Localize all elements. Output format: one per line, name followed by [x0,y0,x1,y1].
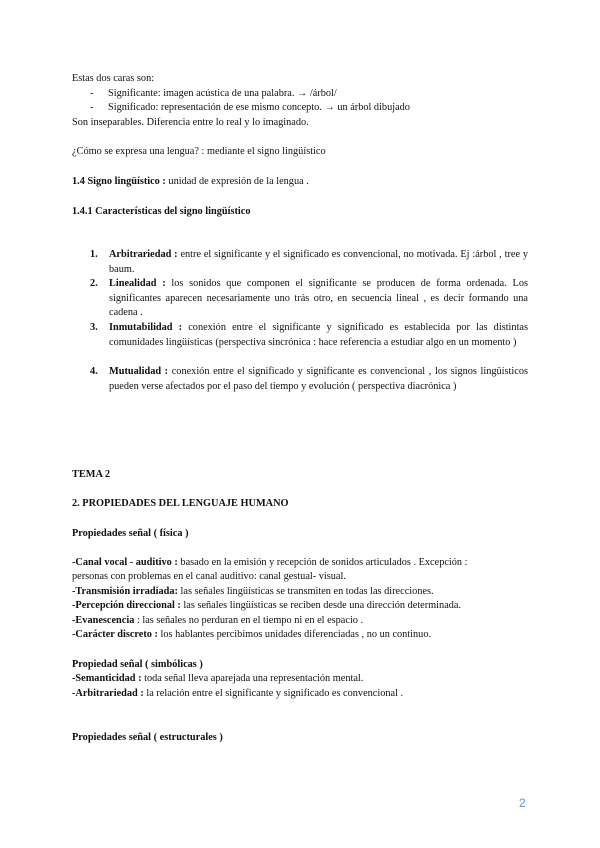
inseparables-text: Son inseparables. Diferencia entre lo real y lo imaginado. [72,117,309,128]
semanticidad-item [72,672,363,687]
property-text: : las señales no perduran en el tiempo ni en el espacio . [134,615,364,626]
property-text: basado en la emisión y recepción de sonidos articulados . Excepción : [177,557,468,568]
bullet-significado: Significado: representación de ese mismo concepto. → un árbol dibujado [108,102,410,113]
property-term: -Semanticidad : [72,673,142,684]
evanescencia-item [72,614,363,629]
property-term: -Canal vocal - auditivo : [72,557,178,568]
list-term: Mutualidad : [109,366,169,377]
list-item [90,321,528,350]
property-text: la relación entre el significante y significado es convencional . [143,688,404,699]
estructurales-heading: Propiedades señal ( estructurales ) [72,732,223,743]
question-text: ¿Cómo se expresa una lengua? : mediante el signo lingüístico [72,146,326,157]
transmision-item [72,585,434,600]
caracteristicas-heading: 1.4.1 Características del signo lingüístico [72,206,251,217]
list-item [90,248,528,277]
arbitrariedad-item [72,687,403,702]
property-text: las señales lingüísticas se reciben desde una dirección determinada. [180,600,462,611]
property-term: -Carácter discreto : [72,629,158,640]
simbolicas-heading: Propiedad señal ( simbólicas ) [72,659,203,670]
list-text: entre el significante y el significado es convencional, no motivada. Ej :árbol , tree y baum. [109,249,528,275]
list-text: conexión entre el significante y significado es establecida por las distintas comunidades lingüísticas (perspectiva sincrónica : hace referencia a estudiar algo en un momento ) [109,322,529,348]
property-term: -Transmisión irradiada: [72,586,178,597]
property-text: las señales lingüísticas se transmiten en todas las direcciones. [177,586,434,597]
bullet-significante: Significante: imagen acústica de una palabra. → /árbol/ [108,88,337,99]
list-number: 2. [90,278,98,289]
list-number: 3. [90,322,98,333]
page-number: 2 [519,796,526,810]
bullet-dash: - [90,102,94,113]
list-term: Inmutabilidad : [109,322,183,333]
caracter-discreto-item [72,628,431,643]
list-term: Arbitrariedad : [109,249,178,260]
canal-vocal-item [72,556,468,571]
list-number: 1. [90,249,98,260]
property-text: los hablantes percibimos unidades diferenciadas , no un continuo. [157,629,432,640]
list-number: 4. [90,366,98,377]
fisica-heading: Propiedades señal ( física ) [72,528,189,539]
list-term: Linealidad : [109,278,166,289]
bullet-dash: - [90,88,94,99]
list-item [90,277,528,321]
list-item [90,365,528,394]
signo-def: unidad de expresión de la lengua . [165,176,309,187]
property-term: -Arbitrariedad : [72,688,144,699]
signo-definition [72,175,309,190]
percepcion-item [72,599,461,614]
list-text: conexión entre el significado y significante es convencional , los signos lingüísticos pueden verse afectados por el paso del tiempo y evolución ( perspectiva diacrónica ) [109,366,529,392]
intro-text: Estas dos caras son: [72,73,155,84]
property-term: -Evanescencia [72,615,135,626]
property-term: -Percepción direccional : [72,600,181,611]
list-text: los sonidos que componen el significante se producen de forma ordenada. Los significantes aparecen necesariamente uno trás otro, en secuencia lineal , es decir formando una cadena . [109,278,528,319]
signo-term: 1.4 Signo lingüístico : [72,176,166,187]
tema-title: TEMA 2 [72,469,111,480]
canal-vocal-continuation: personas con problemas en el canal auditivo: canal gestual- visual. [72,571,346,582]
property-text: toda señal lleva aparejada una representación mental. [141,673,364,684]
propiedades-heading: 2. PROPIEDADES DEL LENGUAJE HUMANO [72,498,289,509]
